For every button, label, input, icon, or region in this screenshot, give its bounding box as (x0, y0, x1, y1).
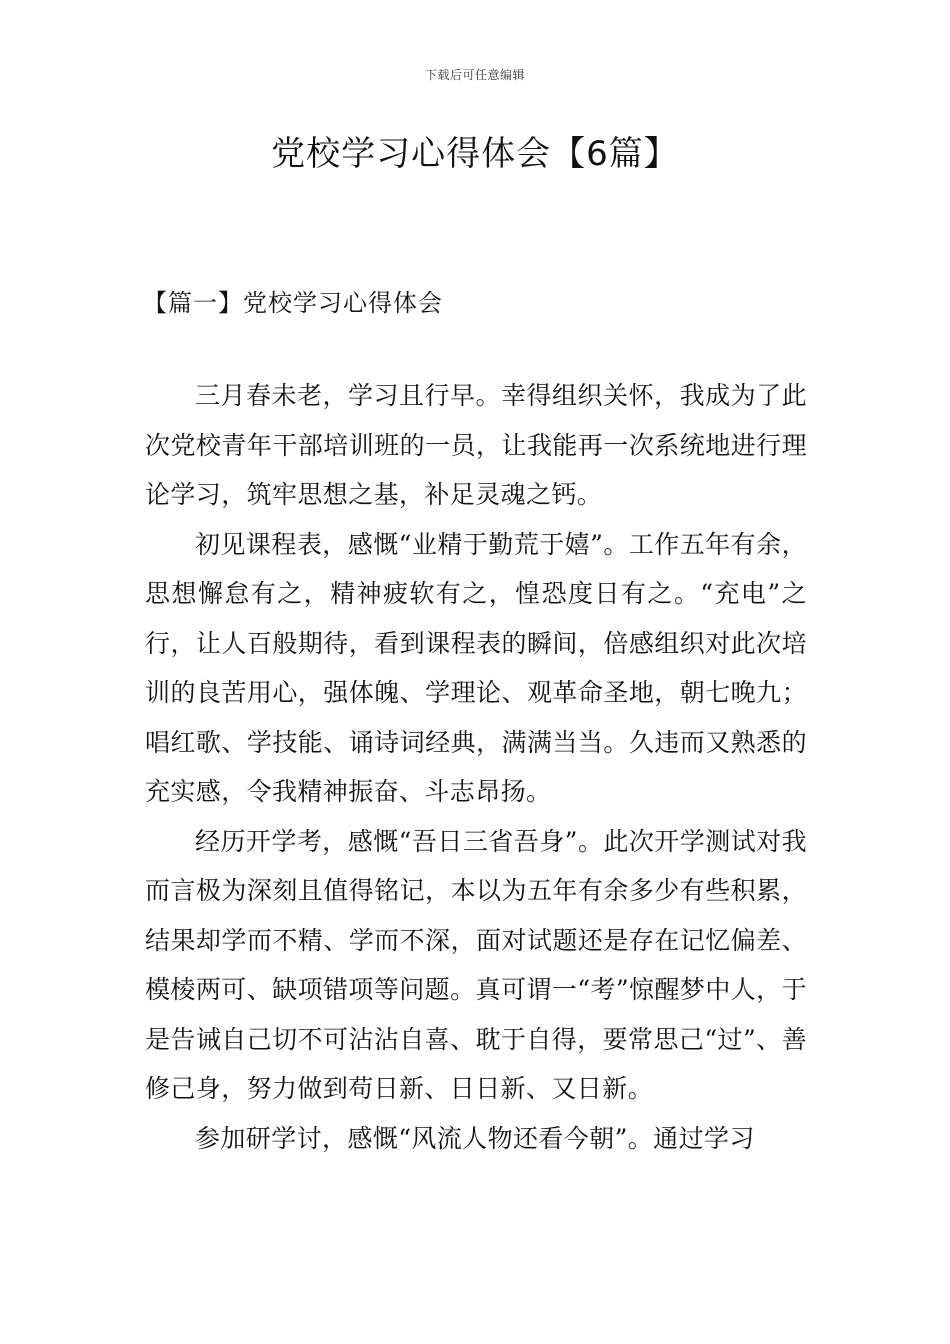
section-heading: 【篇一】党校学习心得体会 (143, 289, 443, 317)
header-note: 下载后可任意编辑 (424, 68, 525, 82)
body-text (145, 371, 807, 1163)
paragraph: 经历开学考，感慨“吾日三省吾身”。此次开学测试对我而言极为深刻且值得铭记，本以为五年有余多少有些积累，结果却学而不精、学而不深，面对试题还是存在记忆偏差、模棱两可、缺项错项等问题。真可谓一“考”惊醒梦中人，于是告诫自己切不可沾沾自喜、耽于自得，要常思己“过”、善修己身，努力做到苟日新、日日新、又日新。 (145, 826, 807, 1103)
paragraph: 参加研学讨，感慨“风流人物还看今朝”。通过学习 (195, 1123, 755, 1153)
paragraph: 初见课程表，感慨“业精于勤荒于嬉”。工作五年有余，思想懈怠有之，精神疲软有之，惶恐度日有之。“充电”之行，让人百般期待，看到课程表的瞬间，倍感组织对此次培训的良苦用心，强体魄、学理论、观革命圣地，朝七晚九；唱红歌、学技能、诵诗词经典，满满当当。久违而又熟悉的充实感，令我精神振奋、斗志昂扬。 (145, 529, 807, 806)
paragraph: 三月春未老，学习且行早。幸得组织关怀，我成为了此次党校青年干部培训班的一员，让我能再一次系统地进行理论学习，筑牢思想之基，补足灵魂之钙。 (145, 381, 807, 509)
document-title: 党校学习心得体会【6篇】 (271, 134, 679, 174)
